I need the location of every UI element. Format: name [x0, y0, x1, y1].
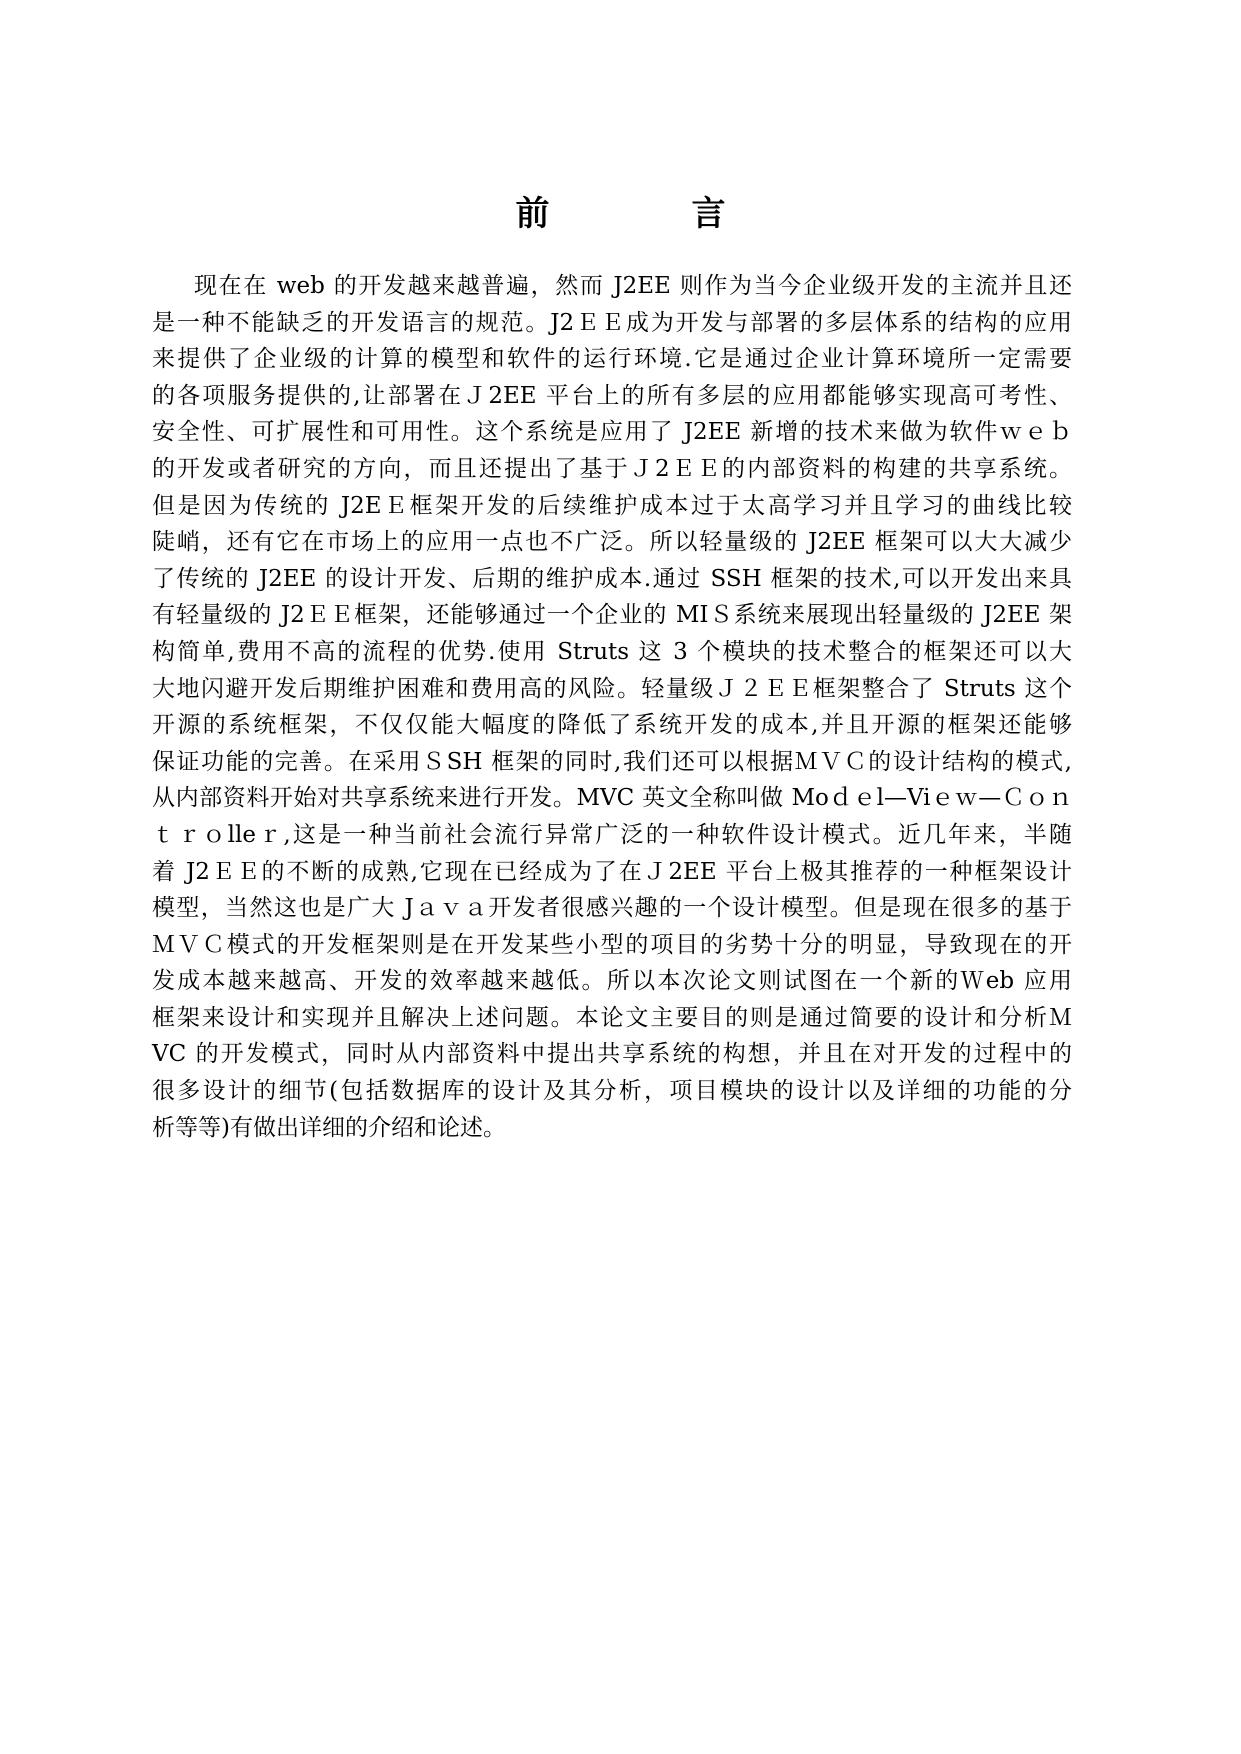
- paragraph-line: 陡峭，还有它在市场上的应用一点也不广泛。所以轻量级的 J2EE 框架可以大大减少: [152, 529, 1072, 556]
- paragraph-line: 开源的系统框架，不仅仅能大幅度的降低了系统开发的成本,并且开源的框架还能够: [152, 712, 1072, 739]
- paragraph-line: 框架来设计和实现并且解决上述问题。本论文主要目的则是通过简要的设计和分析Ｍ: [152, 1004, 1072, 1031]
- paragraph-line: ｔｒｏlleｒ,这是一种当前社会流行异常广泛的一种软件设计模式。近几年来，半随: [152, 821, 1072, 848]
- paragraph-line: 安全性、可扩展性和可用性。这个系统是应用了 J2EE 新增的技术来做为软件ｗｅｂ: [152, 419, 1072, 446]
- body-paragraph: [152, 268, 1072, 1146]
- paragraph-line: 现在在 web 的开发越来越普遍，然而 J2EE 则作为当今企业级开发的主流并且还: [194, 273, 1072, 299]
- paragraph-line: 的开发或者研究的方向，而且还提出了基于Ｊ2ＥＥ的内部资料的构建的共享系统。: [152, 455, 1072, 482]
- paragraph-line: VC 的开发模式，同时从内部资料中提出共享系统的构想，并且在对开发的过程中的: [152, 1041, 1072, 1068]
- paragraph-line: ＭＶＣ模式的开发框架则是在开发某些小型的项目的劣势十分的明显，导致现在的开: [152, 931, 1072, 958]
- paragraph-line: 有轻量级的 J2ＥＥ框架，还能够通过一个企业的 MIＳ系统来展现出轻量级的 J2EE 架: [152, 602, 1072, 629]
- paragraph-line: 的各项服务提供的,让部署在Ｊ2EE 平台上的所有多层的应用都能够实现高可考性、: [152, 382, 1072, 409]
- page-title: 前 言: [515, 194, 780, 234]
- paragraph-line: 很多设计的细节(包括数据库的设计及其分析，项目模块的设计以及详细的功能的分: [152, 1078, 1072, 1105]
- paragraph-line: 构简单,费用不高的流程的优势.使用 Struts 这 3 个模块的技术整合的框架还可以大: [152, 638, 1072, 665]
- paragraph-line: 来提供了企业级的计算的模型和软件的运行环境.它是通过企业计算环境所一定需要: [152, 346, 1072, 373]
- paragraph-line: 但是因为传统的 J2EＥ框架开发的后续维护成本过于太高学习并且学习的曲线比较: [152, 492, 1072, 519]
- paragraph-line: 析等等)有做出详细的介绍和论述。: [152, 1114, 506, 1141]
- paragraph-line: 大地闪避开发后期维护困难和费用高的风险。轻量级Ｊ２ＥＥ框架整合了 Struts 这个: [152, 675, 1072, 702]
- paragraph-line: 了传统的 J2EE 的设计开发、后期的维护成本.通过 SSH 框架的技术,可以开发出来具: [152, 565, 1072, 592]
- paragraph-line: 从内部资料开始对共享系统来进行开发。MVC 英文全称叫做 Moｄｅl—Viｅｗ—Ｃｏｎ: [152, 785, 1072, 812]
- paragraph-line: 是一种不能缺乏的开发语言的规范。J2ＥＥ成为开发与部署的多层体系的结构的应用: [152, 309, 1072, 336]
- paragraph-line: 保证功能的完善。在采用ＳSH 框架的同时,我们还可以根据ＭＶＣ的设计结构的模式,: [152, 748, 1072, 775]
- paragraph-line: 着 J2ＥＥ的不断的成熟,它现在已经成为了在Ｊ2EE 平台上极其推荐的一种框架设计: [152, 858, 1072, 885]
- paragraph-line: 发成本越来越高、开发的效率越来越低。所以本次论文则试图在一个新的Ｗeb 应用: [152, 968, 1072, 995]
- paragraph-line: 模型，当然这也是广大 Jａｖａ开发者很感兴趣的一个设计模型。但是现在很多的基于: [152, 895, 1072, 922]
